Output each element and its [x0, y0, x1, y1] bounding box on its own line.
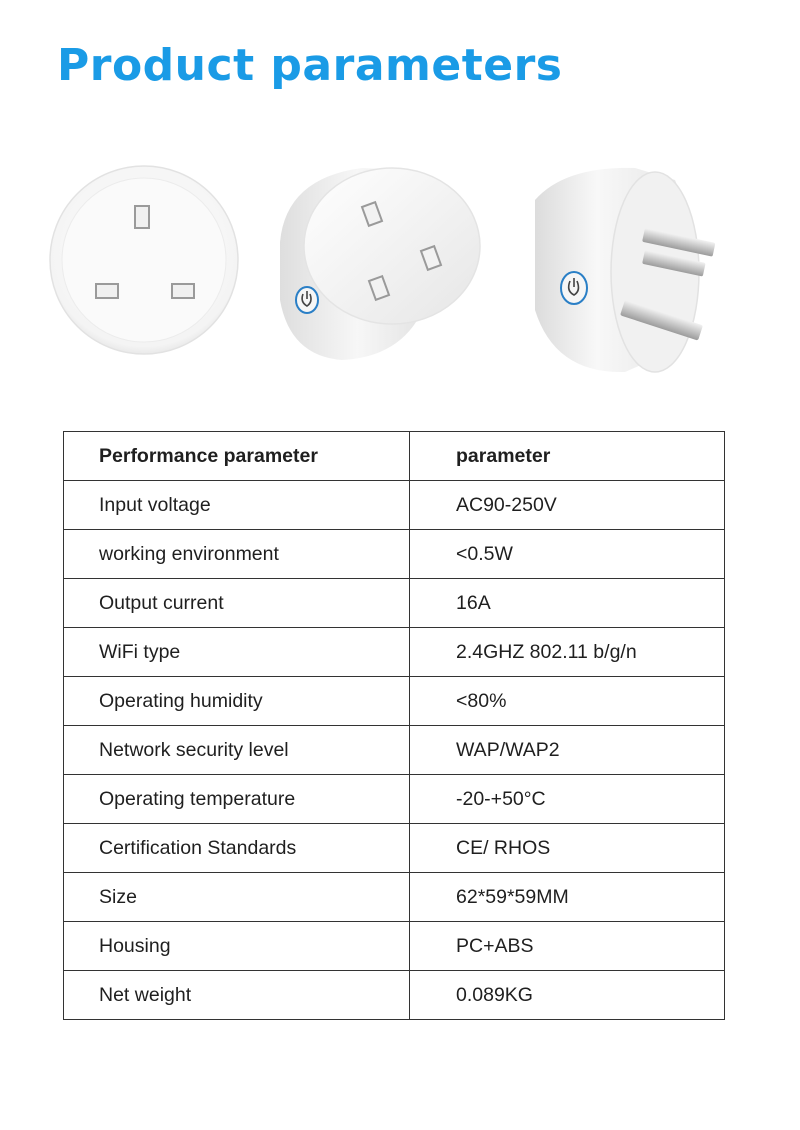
table-row: [64, 873, 725, 922]
row-value: 16A: [410, 579, 725, 628]
table-row: [64, 628, 725, 677]
table-row: [64, 922, 725, 971]
table-row: [64, 726, 725, 775]
uk-plug-pins-icon: [505, 160, 735, 380]
row-label: Housing: [64, 922, 410, 971]
table-row: [64, 481, 725, 530]
table-row: [64, 775, 725, 824]
row-value: 2.4GHZ 802.11 b/g/n: [410, 628, 725, 677]
uk-socket-front-icon: [48, 160, 248, 360]
table-row: [64, 824, 725, 873]
row-value: -20-+50°C: [410, 775, 725, 824]
row-value: 62*59*59MM: [410, 873, 725, 922]
table-header-row: [64, 432, 725, 481]
row-label: working environment: [64, 530, 410, 579]
table-row: [64, 579, 725, 628]
page-title: Product parameters: [57, 40, 563, 91]
header-performance-parameter: Performance parameter: [64, 432, 410, 481]
row-value: PC+ABS: [410, 922, 725, 971]
row-value: <0.5W: [410, 530, 725, 579]
table-row: [64, 530, 725, 579]
table-row: [64, 677, 725, 726]
row-value: CE/ RHOS: [410, 824, 725, 873]
row-label: Net weight: [64, 971, 410, 1020]
parameters-table: [63, 431, 725, 1020]
row-value: AC90-250V: [410, 481, 725, 530]
row-label: Certification Standards: [64, 824, 410, 873]
row-value: WAP/WAP2: [410, 726, 725, 775]
header-parameter: parameter: [410, 432, 725, 481]
row-label: Operating temperature: [64, 775, 410, 824]
row-value: 0.089KG: [410, 971, 725, 1020]
row-label: Input voltage: [64, 481, 410, 530]
row-label: Size: [64, 873, 410, 922]
row-label: WiFi type: [64, 628, 410, 677]
row-label: Output current: [64, 579, 410, 628]
row-value: <80%: [410, 677, 725, 726]
uk-socket-angled-icon: [272, 160, 482, 370]
table-row: [64, 971, 725, 1020]
product-images: [40, 160, 760, 390]
row-label: Operating humidity: [64, 677, 410, 726]
row-label: Network security level: [64, 726, 410, 775]
